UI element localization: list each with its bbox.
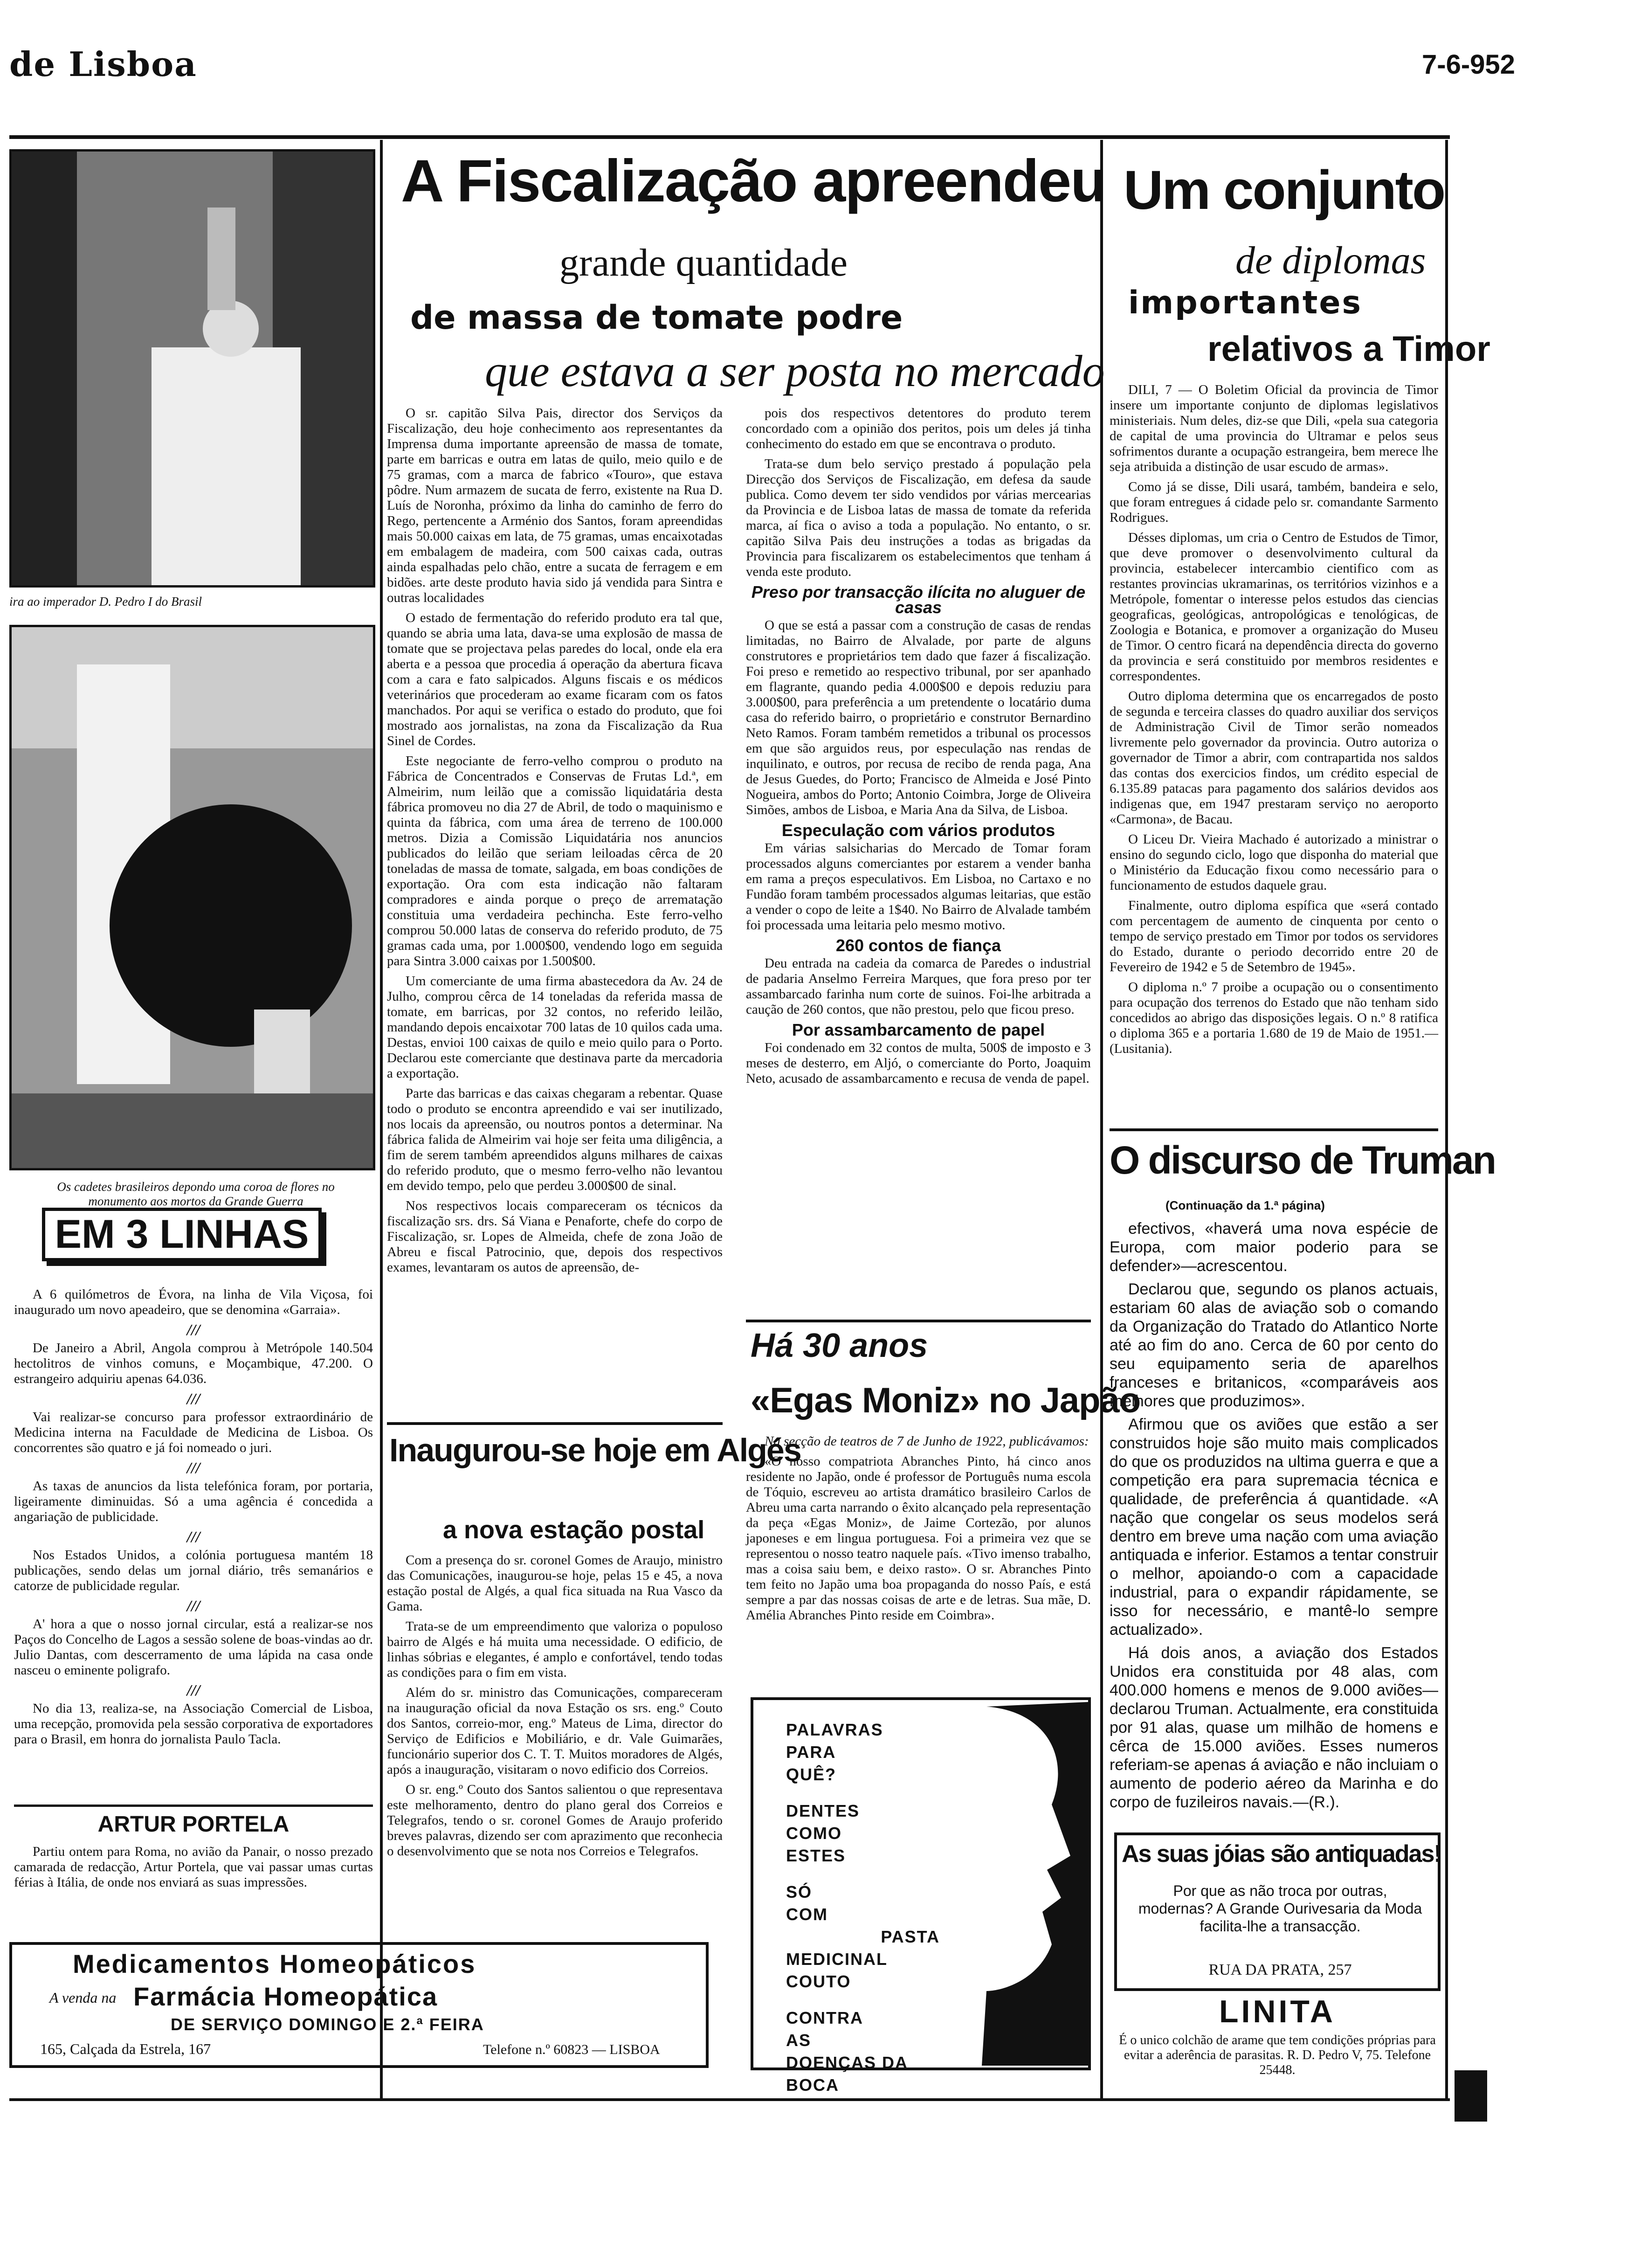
- photo-cadets-image: [12, 627, 373, 1168]
- photo-top-caption: ira ao imperador D. Pedro I do Brasil: [9, 595, 202, 608]
- margin-block: [1455, 2070, 1487, 2122]
- homeopathy-ad: [9, 1942, 709, 2068]
- column-divider: [1100, 140, 1103, 2098]
- top-rule: [9, 135, 1450, 139]
- em3linhas-item: A 6 quilómetros de Évora, na linha de Vila Viçosa, foi inaugurado um novo apeadeiro, que se denomina «Garraia».: [14, 1287, 373, 1317]
- em3linhas-item: Vai realizar-se concurso para professor extraordinário de Medicina interna na Faculdade de Medicina de Lisboa. Os concorrentes são quatro e já foi nomeado o juri.: [14, 1410, 373, 1455]
- timor-paragraph: Como já se disse, Dili usará, também, bandeira e selo, que foram entregues á cidade pelo sr. comandante Sarmento Rodrigues.: [1110, 479, 1438, 525]
- timor-title-3: importantes: [1128, 284, 1362, 321]
- bottom-rule: [9, 2098, 1450, 2101]
- couto-ad-line: PALAVRAS: [786, 1720, 883, 1739]
- couto-ad-line: AS: [786, 2031, 812, 2050]
- fiscal-paragraph: Nos respectivos locais compareceram os técnicos da fiscalização srs. drs. Sá Viana e Penaforte, chefe do corpo de Fiscalização, sr. Lopes de Almeida, chefe de zona João de Abreu e fiscal Patrocinio, que, depois dos respectivos exames, levantaram os autos de apreensão, de-: [387, 1198, 723, 1275]
- fiscal-paragraph: O sr. capitão Silva Pais, director dos Serviços da Fiscalização, deu hoje conhecimento aos representantes da Imprensa duma importante apreensão de massa de tomate, parte em barricas e outra em latas de quilo, meio quilo e de 75 gramas, com a marca de fabrico «Touro», que estava pôdre. Num armazem de sucata de ferro, existente na Rua D. Luís de Noronha, próximo da linha do caminho de ferro do Rego, pertencente a Arménio dos Santos, foram apreendidas mais 50.000 caixas em lata, de 75 gramas, umas encaixotadas em embalagem de madeira, com 500 caixas cada, outras ainda espalhadas pelo chão, entre a sucata de ferragem e em bidões. arte deste produto havia sido já vendida para Sintra e outras localidades: [387, 406, 723, 605]
- em3linhas-separator: ///: [186, 1321, 200, 1339]
- couto-ad-line: PARA: [786, 1742, 836, 1762]
- fiscal-paragraph: Em várias salsicharias do Mercado de Tomar foram processados alguns comerciantes por estarem a vender banha em rama a preços especulativos. Em Lisboa, no Cartaxo e no Fundão foram também processados algumas leitarias, que estão a vender o copo de leite a 1$40. No Bairro de Alvalade também foi processada uma leitaria pelo mesmo motivo.: [746, 841, 1091, 933]
- timor-paragraph: Finalmente, outro diploma espífica que «será contado com percentagem de aumento de cinquenta por cento o tempo de serviço prestado em Timor por todos os servidores do Estado, durante o periodo decorrido entre 20 de Fevereiro de 1942 e 5 de Setembro de 1945».: [1110, 898, 1438, 975]
- timor-paragraph: DILI, 7 — O Boletim Oficial da provincia de Timor insere um importante conjunto de diplomas legislativos ministeriais. Num deles, diz-se que Dili, «pela sua categoria de capital de uma provincia do Ultramar e pelos seus sofrimentos durante a ocupação estrangeira, bem merece lhe seja atribuida a distinção de usar escudo de armas».: [1110, 382, 1438, 474]
- alges-top-rule: [387, 1422, 723, 1425]
- alges-paragraph: Com a presença do sr. coronel Gomes de Araujo, ministro das Comunicações, inaugurou-se hoje, pelas 15 e 45, a nova estação postal de Algés, a qual fica situada na Rua Vasco da Gama.: [387, 1553, 723, 1614]
- alges-paragraph: Além do sr. ministro das Comunicações, compareceram na inauguração oficial da nova Estação os srs. eng.º Couto dos Santos, correio-mor, eng.º Mateus de Lima, director do Serviço de Edificios e Mobiliário, e dr. Vale Guimarães, funcionário superior dos C. T. T. Muitos moradores de Algés, após a inauguração, visitaram o novo edificio dos Correios.: [387, 1685, 723, 1777]
- truman-body: [1110, 1219, 1438, 1816]
- ha30-intro: Na secção de teatros de 7 de Junho de 1922, publicávamos:: [765, 1434, 1089, 1449]
- column-divider: [380, 140, 383, 2098]
- timor-paragraph: Outro diploma determina que os encarregados de posto de segunda e terceira classes do quadro auxiliar dos serviços de Administração Civil de Timor serão nomeados livremente pelo governador da provincia. Outro autoriza o governador de Timor a abrir, com contrapartida nos saldos das contas dos exercicios findos, um crédito especial de 6.135.89 patacas para pagamento dos salários devidos aos indigenas que, em 1947 prestaram serviço no aeroporto «Carmona», de Bacau.: [1110, 689, 1438, 827]
- homeopathy-ad-phone: Telefone n.º 60823 — LISBOA: [483, 2042, 660, 2057]
- artur-text: Partiu ontem para Roma, no avião da Panair, o nosso prezado camarada de redacção, Artur Portela, que vai passar umas curtas férias à Itália, de onde nos enviará as suas impressões.: [14, 1844, 373, 1890]
- em3linhas-separator: ///: [186, 1390, 200, 1408]
- em3linhas-item: De Janeiro a Abril, Angola comprou à Metrópole 140.504 hectolitros de vinhos comuns, e Moçambique, 47.200. O estrangeiro adquiriu apenas 64.036.: [14, 1341, 373, 1386]
- alges-subtitle: a nova estação postal: [443, 1516, 705, 1544]
- homeopathy-ad-address: 165, Calçada da Estrela, 167: [40, 2040, 211, 2057]
- homeopathy-ad-title: Medicamentos Homeopáticos: [73, 1949, 476, 1978]
- column-divider: [1445, 140, 1448, 2098]
- fiscal-subtitle-1: grande quantidade: [559, 241, 848, 284]
- couto-ad-line: ESTES: [786, 1846, 846, 1865]
- fiscal-paragraph: O que se está a passar com a construção de casas de rendas limitadas, no Bairro de Alvalade, por parte de alguns construtores e proprietários tem dado que fazer á fiscalização. Foi preso e remetido ao respectivo tribunal, por ser apanhado em flagrante, quando pedia 4.000$00 e depois reduziu para 3.000$00, para preferência a um pretendente o locatário duma casa do referido bairro, o proprietário e construtor Bernardino Neto Ramos. Foram também remetidos a tribunal os processos em que são arguidos reus, por especulação nas rendas de inquilinato, e outros, por recusa de recibo de renda paga, Ana de Jesus Guedes, do Porto; Francisco de Almeida e José Pinto Nogueira, ambos do Porto; Antonio Coimbra, Jorge de Oliveira Simões, ambos de Lisboa, e Maria Ana da Silva, de Lisboa.: [746, 618, 1091, 817]
- masthead-title: de Lisboa: [9, 44, 197, 84]
- fiscal-sub-heading: 260 contos de fiança: [835, 936, 1001, 955]
- fiscal-sub-heading: Preso por transacção ilícita no aluguer de casas: [751, 582, 1086, 617]
- masthead-date: 7-6-952: [1422, 49, 1515, 80]
- timor-title-1: Um conjunto: [1124, 159, 1445, 221]
- fiscal-paragraph: Parte das barricas e das caixas chegaram a rebentar. Quase todo o produto se encontra apreendido e vai ser inutilizado, nos locais da apreensão, ou noutros pontos a determinar. Na fábrica falida de Almeirim vai hoje ser feita uma diligência, a fim de serem também apreendidos alguns milhares de caixas do referido produto, que o mesmo ferro-velho não levantou em devido tempo, pelo que perdeu 3.000$00 de sinal.: [387, 1086, 723, 1193]
- fiscal-title: A Fiscalização apreendeu: [401, 148, 1106, 214]
- em3linhas-separator: ///: [186, 1597, 200, 1615]
- alges-title: Inaugurou-se hoje em Algés: [389, 1432, 801, 1468]
- couto-ad-line: COM: [786, 1905, 828, 1924]
- truman-top-rule: [1110, 1128, 1438, 1131]
- jewelry-ad: [1114, 1832, 1441, 1991]
- couto-toothpaste-ad: [751, 1697, 1091, 2095]
- truman-continuation: (Continuação da 1.ª página): [1165, 1198, 1325, 1212]
- ha30-body: [746, 1434, 1091, 1628]
- jewelry-ad-title: As suas jóias são antiquadas!: [1122, 1840, 1441, 1867]
- timor-paragraph: O diploma n.º 7 proibe a ocupação ou o consentimento para ocupação dos terrenos do Estado que não tenham sido concedidos ao abrigo das disposições legais. O n.º 8 ratifica o diploma 365 e a portaria 1.680 de 19 de Maio de 1951.—(Lusitania).: [1110, 980, 1438, 1056]
- linita-ad-text: É o unico colchão de arame que tem condições próprias para evitar a aderência de parasitas. R. D. Pedro V, 75. Telefone 25448.: [1119, 2033, 1436, 2077]
- couto-ad-line: CONTRA: [786, 2008, 863, 2027]
- alges-body: [387, 1553, 723, 1864]
- face-profile-illustration: [931, 1702, 1089, 2066]
- truman-paragraph: Afirmou que os aviões que estão a ser construidos hoje são muito mais complicados do que os produzidos na ultima guerra e que a competição era para supremacia técnica e qualidade, de preferência á quantidade. «A nação que congelar os seus modelos será dentro em breve uma nação com uma aviação antiquada e inferior. Estamos a tentar construir o melhor, apoiando-o com a capacidade industrial, para o expandir rápidamente, se isso for necessário, e mantê-lo sempre actualizado».: [1110, 1416, 1438, 1639]
- homeopathy-ad-avenda: A venda na: [49, 1989, 117, 2006]
- alges-paragraph: O sr. eng.º Couto dos Santos salientou o que representava este melhoramento, dentro do plano geral dos Correios e Telegrafos, tendo o sr. coronel Gomes de Araujo proferido breves palavras, dizendo ser com aprazimento que reconhecia o desenvolvimento que se nota nos Correios e Telegrafos.: [387, 1782, 723, 1859]
- ha30-title: «Egas Moniz» no Japão: [751, 1381, 1141, 1420]
- fiscal-sub-heading: Por assambarcamento de papel: [792, 1020, 1045, 1039]
- timor-title-4: relativos a Timor: [1207, 329, 1490, 369]
- artur-heading: ARTUR PORTELA: [97, 1812, 290, 1837]
- em3linhas-separator: ///: [186, 1528, 200, 1546]
- ha30-top-rule: [746, 1320, 1091, 1322]
- em3linhas-item: As taxas de anuncios da lista telefónica foram, por portaria, ligeiramente diminuidas. Só a uma agência é concedida a angariação de publicidade.: [14, 1479, 373, 1524]
- couto-ad-line: MEDICINAL: [786, 1950, 888, 1969]
- homeopathy-ad-name: Farmácia Homeopática: [133, 1982, 438, 2011]
- fiscal-col-1: [387, 406, 723, 1280]
- masthead: [0, 0, 1641, 140]
- couto-ad-line: DOENÇAS DA BOCA: [786, 2053, 908, 2095]
- em3linhas-heading: EM 3 LINHAS: [55, 1212, 309, 1257]
- fiscal-col-2: [746, 406, 1091, 1091]
- couto-ad-line: COMO: [786, 1824, 842, 1843]
- truman-paragraph: Declarou que, segundo os planos actuais, estariam 60 alas de aviação sob o comando da Organização do Tratado do Atlantico Norte até ao fim do ano. Cerca de 60 por cento do seu equipamento seria de aparelhos franceses e britanicos, «comparáveis aos melhores que produzimos».: [1110, 1280, 1438, 1410]
- em3linhas-separator: ///: [186, 1682, 200, 1699]
- fiscal-paragraph: O estado de fermentação do referido produto era tal que, quando se abria uma lata, dava-se uma explosão de massa de tomate que se projectava pelas paredes do local, onde ela era aberta e a pessoa que procedia á operação da abertura ficava com a cara e fato salpicados. Alguns fiscais e os médicos veterinários que procederam ao exame ficaram com os fatos manchados. Por aqui se verifica o estado do produto, que foi mostrado aos jornalistas, na zona da Fiscalização da Rua Sinel de Cordes.: [387, 610, 723, 748]
- couto-ad-line: COUTO: [786, 1972, 851, 1991]
- em3linhas-separator: ///: [186, 1459, 200, 1477]
- photo-monument: [9, 149, 375, 588]
- fiscal-paragraph: Este negociante de ferro-velho comprou o produto na Fábrica de Concentrados e Conservas de Frutas Ld.ª, em Almeirim, num leilão que a comissão liquidatária desta fábrica promoveu no dia 27 de Abril, de todo o maquinismo e quinta da fábrica, com uma área de terreno de 100.000 metros. Dizia a Comissão Liquidatária nos anuncios publicados do leilão que seriam leiloadas cêrca de 20 toneladas de massa de tomate, salgada, em boas condições de exportação. Ora com esta indicação não faltaram compradores e ainda porque o preço de arrematação constituia uma verdadeira pechincha. Este ferro-velho comprou 50.000 latas de conserva do referido produto, de 75 gramas cada uma, por 1.000$00, vendendo logo em seguida para Sintra 3.000 caixas por 1.500$00.: [387, 754, 723, 968]
- truman-paragraph: Há dois anos, a aviação dos Estados Unidos era constituida por 48 alas, com 400.000 homens e menos de 9.000 aviões—declarou Truman. Actualmente, era constituida por 91 alas, quase um milhão de homens e cêrca de 15.000 aviões. Esses numeros referiam-se apenas á aviação e não incluiam o aumento de poderio aéreo da Marinha e do corpo de fuzileiros navais.—(R.).: [1110, 1644, 1438, 1811]
- timor-title-2: de diplomas: [1235, 239, 1426, 282]
- homeopathy-ad-service: DE SERVIÇO DOMINGO E 2.ª FEIRA: [171, 2015, 484, 2034]
- jewelry-ad-text: Por que as não troca por outras, modernas? A Grande Ourivesaria da Moda facilita-lhe a transacção.: [1138, 1882, 1422, 1935]
- fiscal-subtitle-3: que estava a ser posta no mercado: [485, 346, 1105, 396]
- em3linhas-item: No dia 13, realiza-se, na Associação Comercial de Lisboa, uma recepção, promovida pela sessão corporativa de exportadores para o Brasil, em honra do jornalista Paulo Tacla.: [14, 1701, 373, 1747]
- timor-body: [1110, 382, 1438, 1061]
- photo-bottom-caption: Os cadetes brasileiros depondo uma coroa de flores no monumento aos mortos da Grande Guerra: [57, 1180, 335, 1208]
- couto-ad-copy: [786, 1719, 940, 2096]
- couto-ad-line: SÓ: [786, 1882, 813, 1902]
- photo-monument-image: [12, 152, 373, 585]
- photo-cadets: [9, 625, 375, 1170]
- truman-paragraph: efectivos, «haverá uma nova espécie de Europa, com maior poderio para se defender»—acrescentou.: [1110, 1220, 1438, 1275]
- couto-ad-line: QUÊ?: [786, 1765, 837, 1784]
- couto-ad-line: DENTES: [786, 1801, 860, 1820]
- fiscal-subtitle-2: de massa de tomate podre: [410, 298, 903, 337]
- ha30-heading: Há 30 anos: [751, 1327, 928, 1364]
- fiscal-sub-heading: Especulação com vários produtos: [781, 821, 1055, 840]
- timor-paragraph: Désses diplomas, um cria o Centro de Estudos de Timor, que deve promover o desenvolvimento cultural da provincia, estabelecer intercambio cientifico com as restantes provincias ukramarinas, os territórios vizinhos e a Metrópole, fomentar o interesse pelos estudos das ciencias geograficas, geológicas, antropológicas e tenológicas, de Zoologia e Botanica, e promover a organização do Museu de Timor. O centro ficará na dependência directa do governo da provincia e será constituido por membros residentes e correspondentes.: [1110, 530, 1438, 684]
- fiscal-paragraph: Deu entrada na cadeia da comarca de Paredes o industrial de padaria Anselmo Ferreira Marques, que fora preso por ter assambarcado farinha num corte de suinos. Foi-lhe arbitrada a caução de 260 contos, que não prestou, pelo que ficou preso.: [746, 956, 1091, 1017]
- fiscal-paragraph: Trata-se dum belo serviço prestado á população pela Direcção dos Serviços de Fiscalização, em defesa da saude publica. Como devem ter sido vendidos por várias mercearias da Provincia e de Lisboa latas de massa de tomate da referida marca, aí fica o aviso a toda a população. No entanto, o sr. capitão Silva Pais deu instruções a todas as brigadas da Provincia para fiscalizarem os estabelecimentos que tenham á venda este produto.: [746, 456, 1091, 579]
- em3linhas-item: Nos Estados Unidos, a colónia portuguesa mantém 18 publicações, sendo delas um jornal diário, três semanários e catorze de publicidade regular.: [14, 1548, 373, 1593]
- fiscal-paragraph: pois dos respectivos detentores do produto terem concordado com a opinião dos peritos, pois um deles já tinha conhecimento do estado em que se encontrava o produto.: [746, 406, 1091, 451]
- truman-title: O discurso de Truman: [1110, 1138, 1495, 1182]
- timor-paragraph: O Liceu Dr. Vieira Machado é autorizado a ministrar o ensino do segundo ciclo, logo que disponha do material que o Ministério da Educação fixou como necessário para o funcionamento de estudos daquele grau.: [1110, 832, 1438, 893]
- jewelry-ad-address: RUA DA PRATA, 257: [1208, 1961, 1352, 1978]
- fiscal-paragraph: Um comerciante de uma firma abastecedora da Av. 24 de Julho, comprou cêrca de 14 toneladas da referida massa de tomate, em barricas, por 32 contos, no referido leilão, mandando depois encaixotar 700 latas de 10 quilos cada uma. Destas, envioi 100 caixas de quilo e meio quilo para o Porto. Declarou este comerciante que destinava parte da mercadoria a exportação.: [387, 974, 723, 1081]
- ha30-text: «O nosso compatriota Abranches Pinto, há cinco anos residente no Japão, onde é professor de Português numa escola de Tóquio, escreveu ao artista dramático brasileiro Carlos de Abreu uma carta narrando o êxito alcançado pela representação da peça «Egas Moniz», de Jaime Cortezão, por alunos japoneses e em lingua portuguesa. Foi a primeira vez que se representou o nosso teatro naquele país. «Tivo imenso trabalho, mas a coisa saiu bem, e deixo rasto». O sr. Abranches Pinto tem feito no Japão uma boa propaganda do nosso País, e está sempre a par das nossas coisas de arte e de letras. Sua mãe, D. Amélia Abranches Pinto reside em Coimbra».: [746, 1454, 1091, 1623]
- em3linhas-box: [42, 1208, 322, 1261]
- em3linhas-item: A' hora a que o nosso jornal circular, está a realizar-se nos Paços do Concelho de Lagos a sessão solene de boas-vindas ao dr. Julio Dantas, com descerramento de uma lápida na casa onde nasceu o eminente poligrafo.: [14, 1617, 373, 1678]
- alges-paragraph: Trata-se de um empreendimento que valoriza o populoso bairro de Algés e há muita uma necessidade. O edificio, de linhas sóbrias e elegantes, é amplo e confortável, tendo todas as condições para o fim em vista.: [387, 1619, 723, 1680]
- em3linhas-list: [14, 1287, 373, 1752]
- artur-heading-rule: [14, 1805, 373, 1807]
- artur-text-block: [14, 1844, 373, 1895]
- linita-ad-title: LINITA: [1219, 1994, 1336, 2029]
- fiscal-paragraph: Foi condenado em 32 contos de multa, 500$ de imposto e 3 meses de desterro, em Aljó, o comerciante do Porto, Joaquim Neto, acusado de assambarcamento e recusa de venda de papel.: [746, 1040, 1091, 1086]
- couto-ad-line: PASTA: [881, 1927, 940, 1946]
